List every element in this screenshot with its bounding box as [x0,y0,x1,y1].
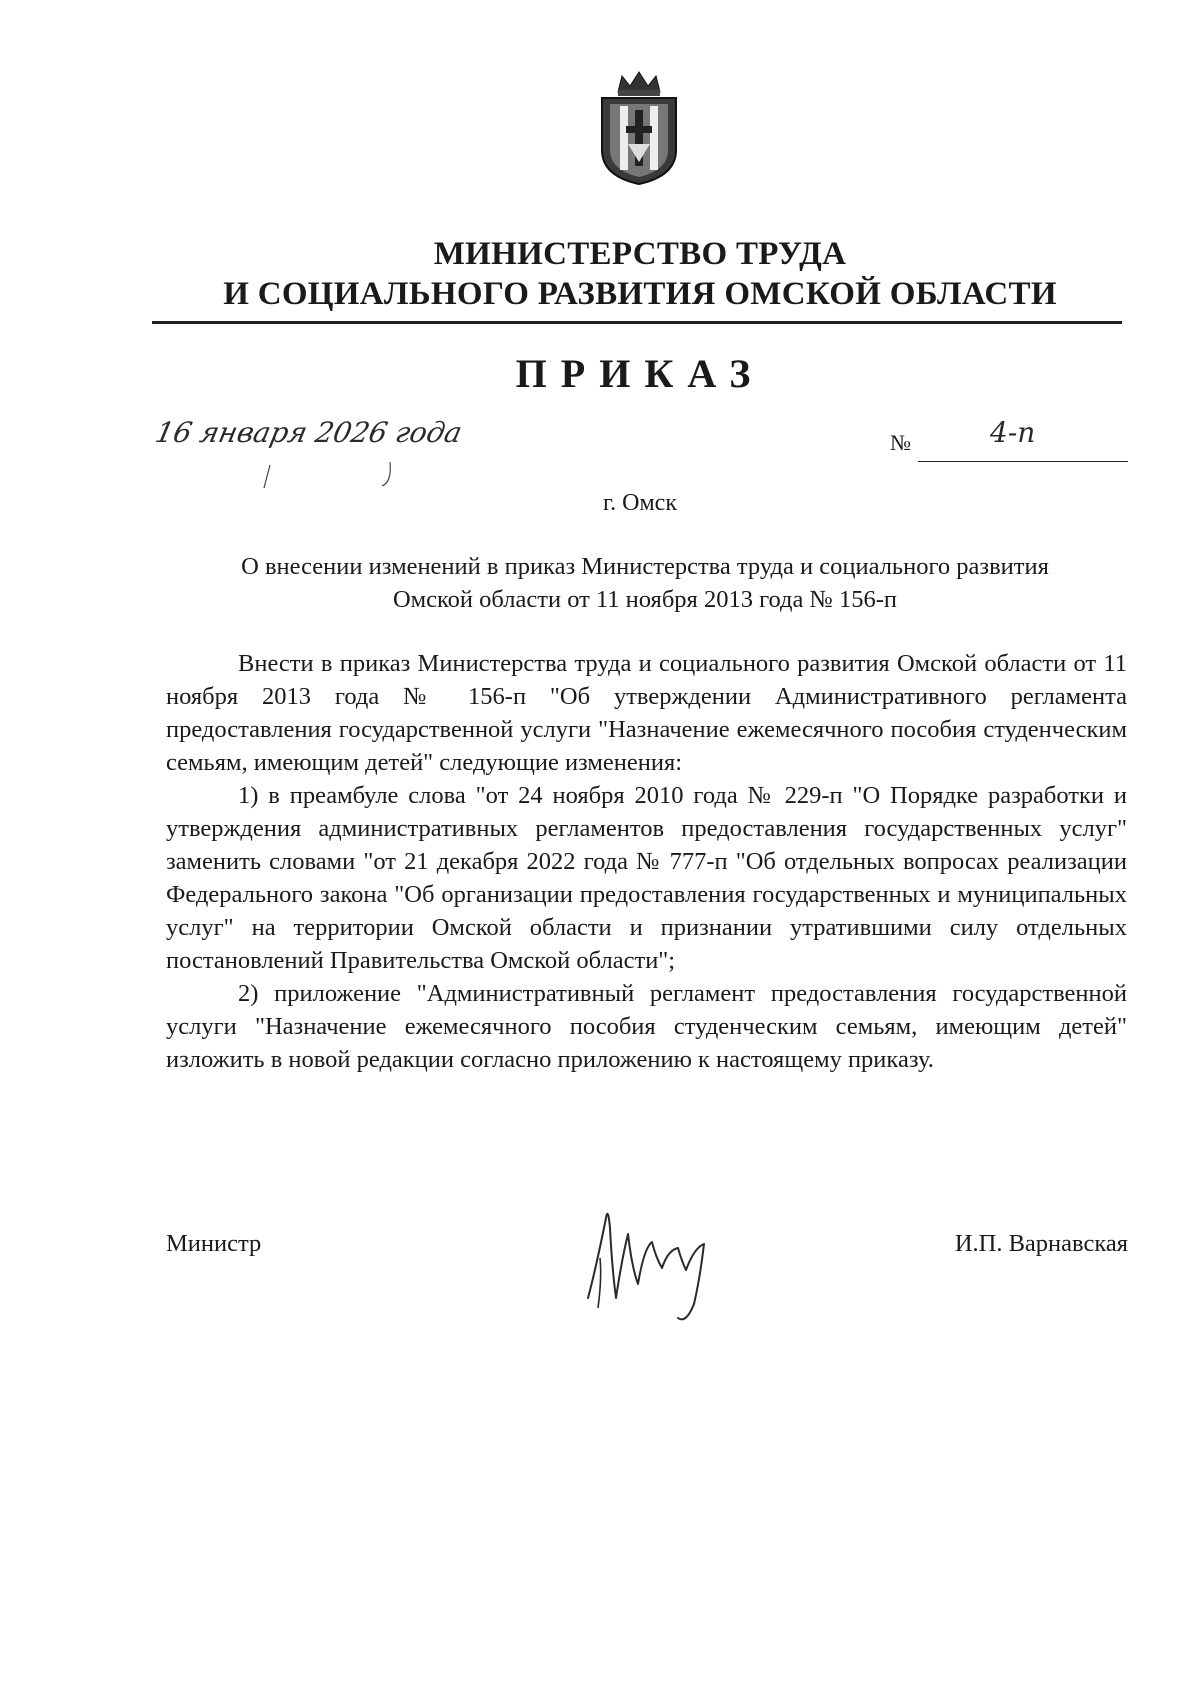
body-paragraph-item1: 1) в преамбуле слова "от 24 ноября 2010 года № 229-п "О Порядке разработки и утверждения административных регламентов предоставления государственных услуг" заменить словами "от 21 декабря 2022 года № 777-п "Об отдельных вопросах реализации Федерального закона "Об организации предоставления государственных и муниципальных услуг" на территории Омской области и признании утратившими силу отдельных постановлений Правительства Омской области"; [166,782,1127,974]
city-location: г. Омск [603,490,677,516]
number-underline [918,461,1128,462]
order-subject [165,550,1125,616]
ministry-name-line2: И СОЦИАЛЬНОГО РАЗВИТИЯ ОМСКОЙ ОБЛАСТИ [223,276,1057,312]
subject-line2: Омской области от 11 ноября 2013 года № 156-п [392,586,898,613]
body-paragraph-intro: Внести в приказ Министерства труда и социального развития Омской области от 11 ноября 2013 года № 156-п "Об утверждении Административного регламента предоставления государственной услуги "Назначение ежемесячного пособия студенческим семьям, имеющим детей" следующие изменения: [166,650,1127,776]
coat-of-arms-emblem [598,70,680,186]
handwritten-number: 4-п [990,416,1036,449]
date-underline-strokes [260,460,460,490]
body-paragraph-item2: 2) приложение "Административный регламент предоставления государственной услуги "Назначение ежемесячного пособия студенческим семьям, имеющим детей" изложить в новой редакции согласно приложению к настоящему приказу. [166,980,1127,1073]
ministry-name-line1: МИНИСТЕРСТВО ТРУДА [433,236,847,272]
number-label: № [890,430,911,455]
handwritten-date: 16 января 2026 года [152,416,465,449]
order-body [166,647,1127,1076]
signatory-title: Министр [166,1230,262,1257]
handwritten-signature [582,1198,752,1328]
subject-line1: О внесении изменений в приказ Министерства труда и социального развития [241,553,1049,580]
signatory-name: И.П. Варнавская [954,1230,1128,1257]
document-type-title: ПРИКАЗ [515,351,765,396]
header-divider [152,321,1122,324]
